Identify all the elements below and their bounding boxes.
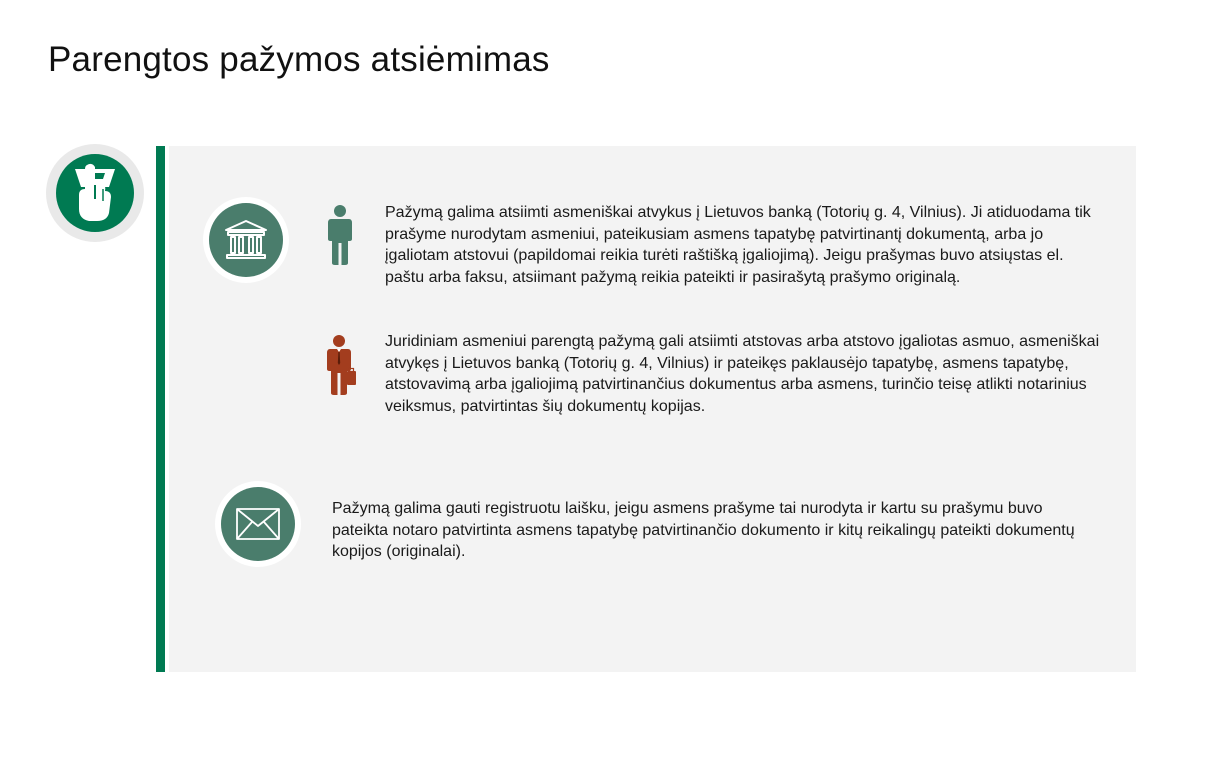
in-person-legal-entity-text: Juridiniam asmeniui parengtą pažymą gali atsiimti atstovas arba atstovo įgaliotas asmuo, asmeniškai atvykęs į Lietuvos banką (Totorių g. 4, Vilnius) ir pateikęs paklausėjo tapatybę, asmens tapatybę, atstovavimą arba įgaliojimą patvirtinančius dokumentus arba asmens, turinčio teisę atlikti notarinius veiksmus, patvirtintas šių dokumentų kopijas. xyxy=(385,333,1100,415)
mail-icon-badge xyxy=(215,481,301,567)
accent-bar xyxy=(156,146,165,672)
in-person-individual-text: Pažymą galima atsiimti asmeniškai atvykus į Lietuvos banką (Totorių g. 4, Vilnius). Ji atiduodama tik prašyme nurodytam asmeniui, pateikusiam asmens tapatybę patvirtinantį dokumentą, arba jo įgaliotam atstovui (papildomai reikia turėti raštišką įgaliojimą). Jeigu prašymas buvo atsiųstas el. paštu arba faksu, atsiimant pažymą reikia pateikti ir pasirašytą prašymo originalą. xyxy=(385,204,1091,286)
bank-building-icon xyxy=(209,203,283,277)
person-icon xyxy=(326,205,354,270)
envelope-icon xyxy=(221,487,295,561)
page-title: Parengtos pažymos atsiėmimas xyxy=(48,40,550,79)
businessman-with-briefcase-icon xyxy=(325,335,357,402)
hand-holding-document-icon xyxy=(56,154,134,232)
by-mail-text: Pažymą galima gauti registruotu laišku, jeigu asmens prašyme tai nurodyta ir kartu su prašymu buvo pateikta notaro patvirtinta asmens tapatybę patvirtinančio dokumento ir kitų reikalingų pateikti dokumentų kopijos (originalai). xyxy=(332,500,1075,560)
main-badge xyxy=(46,144,144,242)
bank-icon-badge xyxy=(203,197,289,283)
